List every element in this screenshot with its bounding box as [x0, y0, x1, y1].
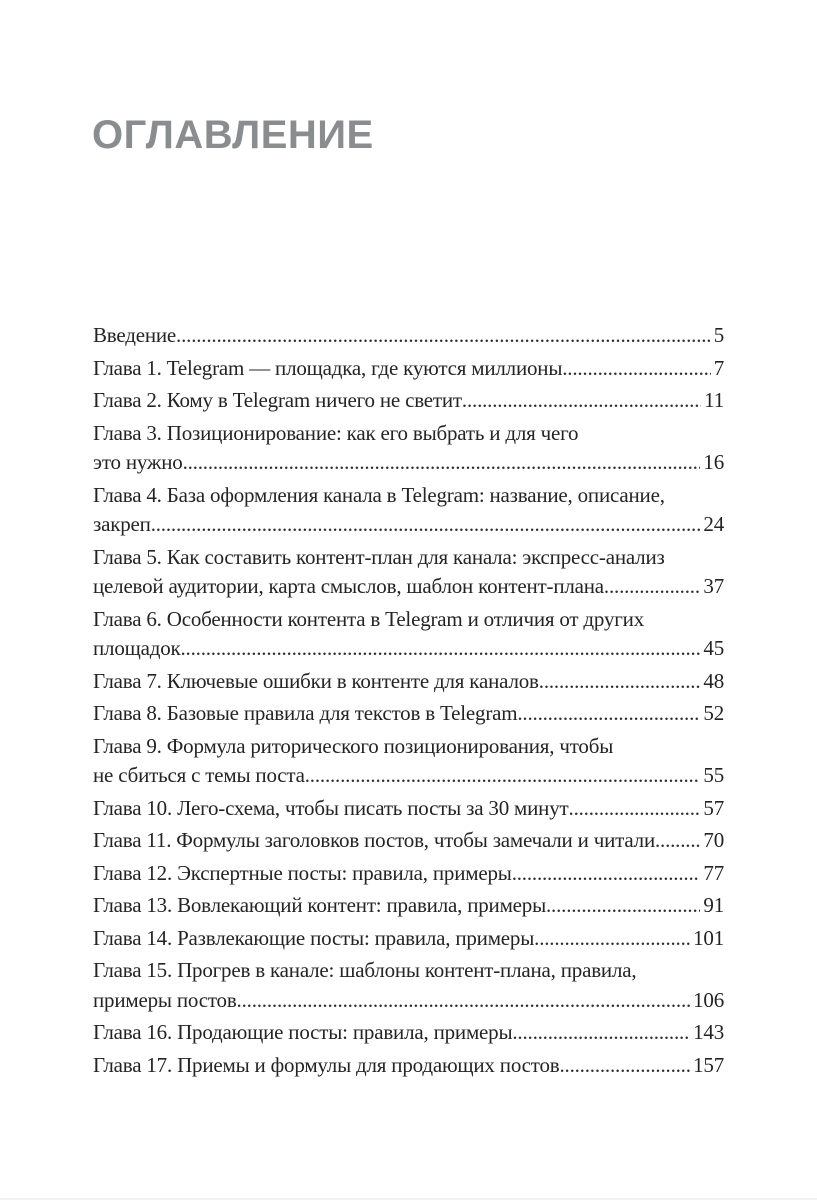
- dot-leader: [151, 510, 701, 540]
- toc-entry-page-number: 7: [713, 355, 724, 380]
- toc-entry-title: закреп: [93, 512, 151, 536]
- toc-entry: [93, 481, 724, 540]
- toc-entry-title: Глава 11. Формулы заголовков постов, чтобы замечали и читали: [93, 828, 655, 852]
- toc-entry-title: Глава 16. Продающие посты: правила, примеры: [93, 1020, 513, 1044]
- toc-entry-page-number: 48: [703, 668, 724, 693]
- dot-leader: [517, 699, 700, 729]
- toc-entry-title: Глава 14. Развлекающие посты: правила, примеры: [93, 925, 535, 950]
- toc-entry-page-number: 55: [703, 763, 724, 787]
- dot-leader: [462, 386, 701, 416]
- toc-entry-page-number: 24: [703, 512, 724, 536]
- dot-leader: [512, 859, 701, 889]
- toc-entry: [93, 891, 724, 921]
- dot-leader: [539, 667, 701, 697]
- toc-entry-lastline: [93, 794, 724, 824]
- toc-entry: [93, 794, 724, 824]
- toc-entry-title: Глава 13. Вовлекающий контент: правила, примеры: [93, 893, 546, 917]
- toc-entry-title: Глава 2. Кому в Telegram ничего не светит: [93, 388, 462, 412]
- dot-leader: [655, 826, 700, 856]
- toc-entry: [93, 859, 724, 889]
- page-title: ОГЛАВЛЕНИЕ: [92, 113, 374, 157]
- toc-entry-title: Глава 12. Экспертные посты: правила, примеры: [93, 860, 512, 885]
- toc-entry-title: Глава 7. Ключевые ошибки в контенте для каналов: [93, 668, 539, 693]
- toc-entry-page-number: 101: [693, 925, 724, 950]
- toc-entry-lastline: [93, 891, 724, 921]
- toc-entry: [93, 826, 724, 856]
- toc-entry: [93, 419, 724, 478]
- toc-entry-page-number: 57: [703, 795, 724, 820]
- toc-entry: [93, 354, 724, 384]
- toc-entry-title: площадок: [93, 636, 181, 660]
- toc-entry-title: Глава 8. Базовые правила для текстов в Telegram: [93, 701, 518, 725]
- toc-entry-page-number: 91: [703, 893, 724, 917]
- dot-leader: [604, 572, 700, 602]
- toc-entry-lastline: [93, 572, 724, 602]
- toc-entry: [93, 321, 724, 351]
- toc-entry-page-number: 45: [703, 636, 724, 660]
- toc-entry-lastline: [93, 510, 724, 540]
- toc-entry-lastline: [93, 448, 724, 478]
- toc-entry-page-number: 5: [713, 323, 724, 347]
- toc-entry-title: целевой аудитории, карта смыслов, шаблон контент-плана: [93, 574, 604, 598]
- toc-entry-title: Глава 10. Лего-схема, чтобы писать посты за 30 минут: [93, 795, 569, 820]
- toc-entry-title: Глава 17. Приемы и формулы для продающих постов: [93, 1052, 560, 1077]
- toc-entry: [93, 667, 724, 697]
- toc-entry-title: это нужно: [93, 450, 183, 474]
- toc-entry-line: Глава 5. Как составить контент-план для канала: экспресс-анализ: [93, 544, 665, 569]
- toc-entry: [93, 543, 724, 602]
- toc-entry-lastline: [93, 761, 724, 791]
- dot-leader: [176, 321, 711, 351]
- toc-entry-page-number: 52: [703, 701, 724, 725]
- toc-entry-page-number: 106: [693, 987, 724, 1012]
- dot-leader: [559, 1051, 690, 1081]
- toc-entry-page-number: 77: [703, 860, 724, 885]
- dot-leader: [183, 448, 701, 478]
- toc-entry-page-number: 11: [704, 388, 724, 412]
- toc-entry-page-number: 16: [703, 450, 724, 474]
- toc-entry-title: Глава 1. Telegram — площадка, где куются миллионы: [93, 355, 563, 380]
- toc-entry-title: примеры постов: [93, 987, 237, 1012]
- dot-leader: [305, 761, 701, 791]
- toc-entry-line: Глава 6. Особенности контента в Telegram и отличия от других: [93, 606, 644, 631]
- toc-entry-lastline: [93, 1051, 724, 1081]
- toc-entry-lastline: [93, 986, 724, 1016]
- toc-entry: [93, 386, 724, 416]
- toc-entry: [93, 956, 724, 1015]
- toc-entry-lastline: [93, 634, 724, 664]
- toc-entry-page-number: 70: [703, 828, 724, 852]
- toc-entry: [93, 1051, 724, 1081]
- toc-entry: [93, 605, 724, 664]
- toc-entry-lastline: [93, 826, 724, 856]
- toc-entry-title: Введение: [93, 323, 177, 347]
- dot-leader: [546, 891, 700, 921]
- toc-entry-lastline: [93, 699, 724, 729]
- toc-entry: [93, 699, 724, 729]
- toc-entry-title: не сбиться с темы поста: [93, 763, 305, 787]
- toc-entry-line: Глава 9. Формула риторического позиционирования, чтобы: [93, 733, 614, 758]
- toc-entry-lastline: [93, 321, 724, 351]
- toc-entry: [93, 924, 724, 954]
- dot-leader: [181, 634, 701, 664]
- dot-leader: [534, 924, 690, 954]
- toc-entry-line: Глава 4. База оформления канала в Telegram: название, описание,: [93, 482, 665, 507]
- toc-entry-page-number: 157: [693, 1052, 724, 1077]
- toc-entry: [93, 732, 724, 791]
- dot-leader: [562, 354, 710, 384]
- dot-leader: [237, 986, 691, 1016]
- toc-list: [93, 321, 724, 1083]
- toc-entry-lastline: [93, 354, 724, 384]
- toc-entry: [93, 1018, 724, 1048]
- toc-entry-lastline: [93, 667, 724, 697]
- toc-entry-line: Глава 3. Позиционирование: как его выбрать и для чего: [93, 420, 579, 445]
- toc-entry-page-number: 37: [703, 574, 724, 598]
- toc-entry-lastline: [93, 386, 724, 416]
- toc-entry-line: Глава 15. Прогрев в канале: шаблоны контент-плана, правила,: [93, 958, 637, 982]
- dot-leader: [512, 1018, 690, 1048]
- dot-leader: [569, 794, 701, 824]
- toc-entry-page-number: 143: [693, 1020, 724, 1044]
- toc-entry-lastline: [93, 924, 724, 954]
- toc-entry-lastline: [93, 859, 724, 889]
- toc-entry-lastline: [93, 1018, 724, 1048]
